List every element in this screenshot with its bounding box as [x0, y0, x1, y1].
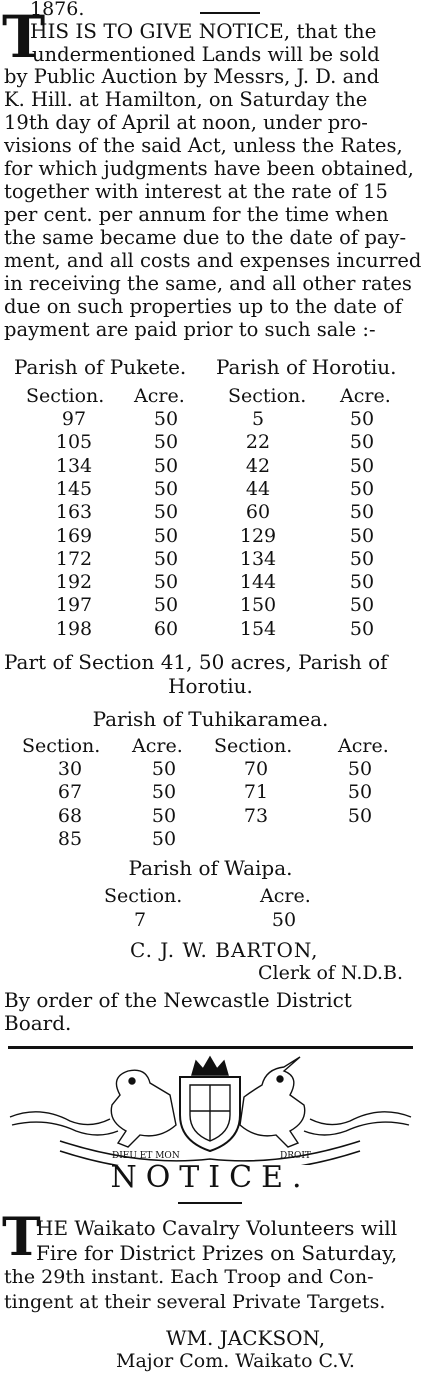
- horotiu-section-cell: 150: [239, 594, 277, 617]
- pukete-section-cell: 169: [55, 524, 93, 547]
- order-line-1: By order of the Newcastle District: [4, 988, 352, 1012]
- tuhikaramea-acre-header-left: Acre.: [132, 735, 183, 757]
- body-line-6: visions of the said Act, unless the Rates,: [4, 134, 403, 157]
- horotiu-section-cell: 44: [245, 477, 271, 500]
- pukete-acre-cell: 50: [153, 431, 179, 454]
- notice2-line-4: tingent at their several Private Targets.: [4, 1291, 386, 1313]
- tuhikaramea-acre-cell: 50: [151, 827, 177, 850]
- notice-heading-rule: [178, 1202, 242, 1204]
- horotiu-section-cell: 22: [245, 431, 271, 454]
- pukete-section-cell: 172: [55, 547, 93, 570]
- horotiu-acre-cell: 50: [349, 477, 375, 500]
- tuhikaramea-section-cell: 68: [57, 804, 83, 827]
- notice-heading: NOTICE.: [110, 1160, 311, 1195]
- pukete-acre-header: Acre.: [134, 385, 185, 407]
- pukete-section-cell: 192: [55, 571, 93, 594]
- waipa-acre-value: 50: [271, 909, 297, 931]
- pukete-acre-cell: 60: [153, 617, 179, 640]
- horotiu-acre-cell: 50: [349, 454, 375, 477]
- horotiu-acre-cell: 50: [349, 408, 375, 430]
- horotiu-acre-cell: 50: [349, 524, 375, 547]
- waipa-title: Parish of Waipa.: [128, 856, 293, 880]
- pukete-section-cell: 145: [55, 477, 93, 500]
- tuhikaramea-section-cell: 85: [57, 827, 83, 850]
- horotiu-section-cell: 60: [245, 501, 271, 524]
- notice2-line-3: the 29th instant. Each Troop and Con-: [4, 1266, 374, 1288]
- crest-motto-left: DIEU ET MON: [112, 1151, 180, 1161]
- tuhikaramea-section-cell: 70: [243, 758, 269, 780]
- body-line-7: for which judgments have been obtained,: [4, 157, 414, 180]
- part-line-2: Horotiu.: [168, 674, 253, 698]
- horotiu-acre-cell: 50: [349, 501, 375, 524]
- pukete-acre-cell: 50: [153, 547, 179, 570]
- horotiu-acre-cell: 50: [349, 571, 375, 594]
- signature-title: Clerk of N.D.B.: [258, 962, 404, 984]
- pukete-title: Parish of Pukete.: [14, 355, 187, 379]
- pukete-acre-cell: 50: [153, 571, 179, 594]
- tuhikaramea-acre-cell: 50: [347, 758, 373, 780]
- pukete-section-cell: 198: [55, 617, 93, 640]
- pukete-section-header: Section.: [26, 385, 105, 407]
- tuhikaramea-section-cell: 71: [243, 781, 269, 804]
- drop-cap: T: [2, 3, 46, 71]
- pukete-acre-cell: 50: [153, 501, 179, 524]
- tuhikaramea-section-cell: 73: [243, 804, 269, 827]
- horotiu-acre-cell: 50: [349, 617, 375, 640]
- horotiu-section-cell: 154: [239, 617, 277, 640]
- tuhikaramea-section-header-right: Section.: [214, 735, 293, 757]
- pukete-section-cell: 97: [61, 408, 87, 430]
- tuhikaramea-title: Parish of Tuhikaramea.: [92, 707, 329, 731]
- horotiu-title: Parish of Horotiu.: [216, 355, 397, 379]
- pukete-section-cell: 163: [55, 501, 93, 524]
- horotiu-section-cell: 134: [239, 547, 277, 570]
- part-line-1: Part of Section 41, 50 acres, Parish of: [4, 650, 388, 674]
- horotiu-section-cell: 144: [239, 571, 277, 594]
- horotiu-section-cell: 42: [245, 454, 271, 477]
- body-line-11: ment, and all costs and expenses incurred: [4, 249, 421, 272]
- date-line: 1876.: [30, 0, 85, 20]
- body-line-1: HIS IS TO GIVE NOTICE, that the: [30, 19, 377, 43]
- waipa-section-header: Section.: [104, 885, 183, 907]
- horotiu-acre-cell: 50: [349, 431, 375, 454]
- horotiu-section-cell: 5: [251, 408, 265, 430]
- tuhikaramea-acre-header-right: Acre.: [338, 735, 389, 757]
- body-line-4: K. Hill. at Hamilton, on Saturday the: [4, 88, 368, 111]
- tuhikaramea-acre-cell: 50: [151, 758, 177, 780]
- notice2-line-2: Fire for District Prizes on Saturday,: [36, 1241, 398, 1265]
- order-line-2: Board.: [4, 1011, 72, 1035]
- body-line-14: payment are paid prior to such sale :-: [4, 318, 376, 341]
- pukete-acre-cell: 50: [153, 454, 179, 477]
- body-line-3: by Public Auction by Messrs, J. D. and: [4, 65, 380, 88]
- top-rule: [200, 12, 260, 14]
- waipa-acre-header: Acre.: [260, 885, 311, 907]
- notice2-line-1: HE Waikato Cavalry Volunteers will: [36, 1216, 398, 1240]
- pukete-acre-cell: 50: [153, 408, 179, 430]
- pukete-section-cell: 197: [55, 594, 93, 617]
- signature-name: C. J. W. BARTON,: [130, 938, 319, 962]
- section-divider: [8, 1046, 413, 1049]
- notice2-signature-name: WM. JACKSON,: [166, 1326, 326, 1350]
- royal-crest-icon: [0, 1055, 421, 1165]
- body-line-9: per cent. per annum for the time when: [4, 203, 389, 226]
- horotiu-section-cell: 129: [239, 524, 277, 547]
- body-line-2: undermentioned Lands will be sold: [32, 43, 380, 66]
- horotiu-acre-cell: 50: [349, 594, 375, 617]
- body-line-5: 19th day of April at noon, under pro-: [4, 111, 368, 134]
- notice2-signature-title: Major Com. Waikato C.V.: [116, 1350, 355, 1372]
- pukete-acre-cell: 50: [153, 524, 179, 547]
- body-line-10: the same became due to the date of pay-: [4, 226, 407, 249]
- tuhikaramea-acre-cell: 50: [347, 781, 373, 804]
- tuhikaramea-section-cell: 67: [57, 781, 83, 804]
- horotiu-acre-cell: 50: [349, 547, 375, 570]
- body-line-13: due on such properties up to the date of: [4, 295, 403, 318]
- pukete-section-cell: 134: [55, 454, 93, 477]
- tuhikaramea-acre-cell: 50: [151, 804, 177, 827]
- crest-motto-right: DROIT: [280, 1151, 311, 1161]
- waipa-section-value: 7: [133, 909, 147, 931]
- notice2-drop-cap: T: [2, 1207, 41, 1268]
- pukete-acre-cell: 50: [153, 477, 179, 500]
- pukete-acre-cell: 50: [153, 594, 179, 617]
- tuhikaramea-acre-cell: 50: [347, 804, 373, 827]
- tuhikaramea-acre-cell: 50: [151, 781, 177, 804]
- tuhikaramea-section-cell: 30: [57, 758, 83, 780]
- body-line-8: together with interest at the rate of 15: [4, 180, 388, 203]
- pukete-section-cell: 105: [55, 431, 93, 454]
- body-line-12: in receiving the same, and all other rates: [4, 272, 412, 295]
- horotiu-section-header: Section.: [228, 385, 307, 407]
- tuhikaramea-section-header-left: Section.: [22, 735, 101, 757]
- horotiu-acre-header: Acre.: [340, 385, 391, 407]
